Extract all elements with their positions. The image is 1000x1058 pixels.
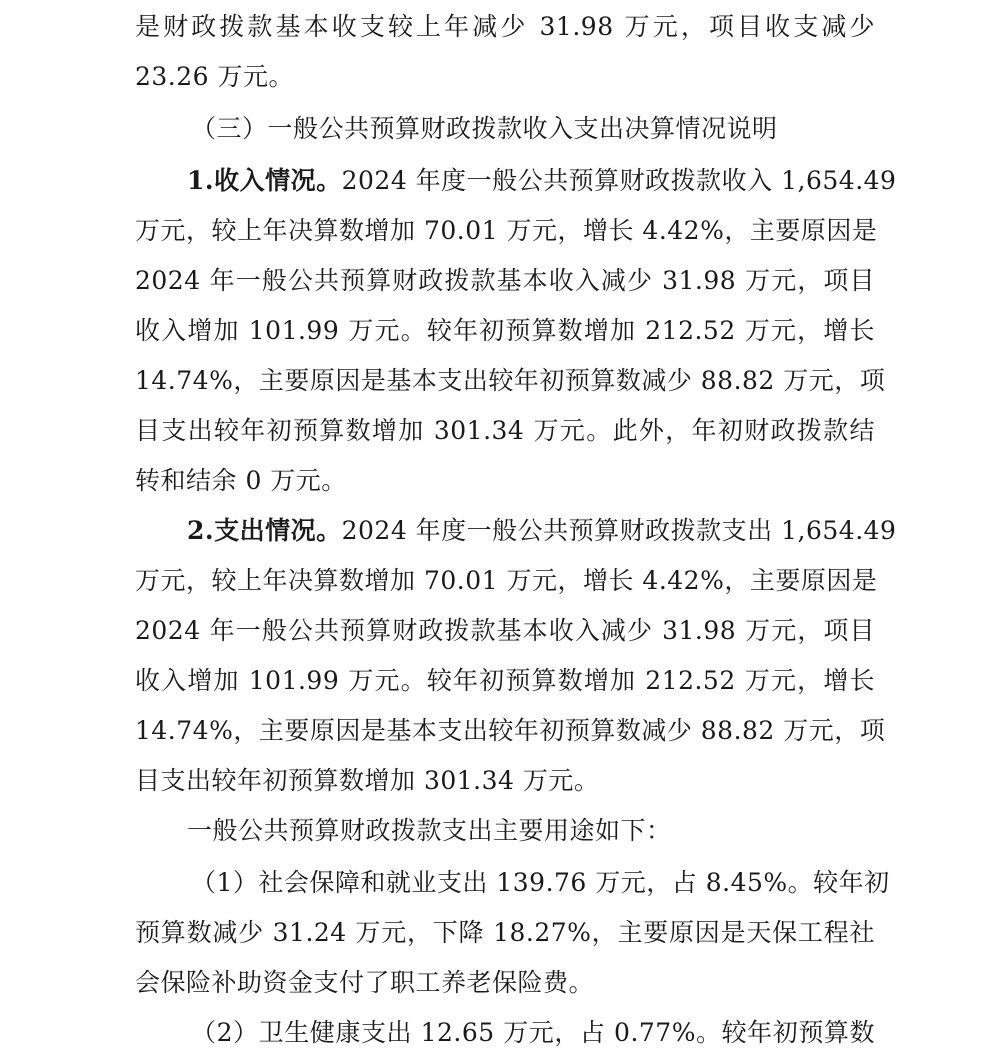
paragraph-line: 万元，较上年决算数增加 70.01 万元，增长 4.42%，主要原因是	[135, 216, 878, 245]
paragraph-line: 转和结余 0 万元。	[135, 466, 347, 495]
paragraph-line: （2）卫生健康支出 12.65 万元，占 0.77%。较年初预算数	[191, 1018, 875, 1047]
paragraph-line: 14.74%，主要原因是基本支出较年初预算数减少 88.82 万元，项	[135, 366, 886, 395]
paragraph-line: 预算数减少 31.24 万元，下降 18.27%，主要原因是天保工程社	[135, 918, 875, 947]
paragraph-line	[187, 156, 897, 206]
paragraph-line: 收入增加 101.99 万元。较年初预算数增加 212.52 万元，增长	[135, 316, 875, 345]
paragraph-line	[187, 506, 897, 556]
paragraph-text: 2024 年度一般公共预算财政拨款收入 1,654.49	[341, 166, 897, 195]
paragraph-line: 目支出较年初预算数增加 301.34 万元。	[135, 766, 600, 795]
paragraph-line: 2024 年一般公共预算财政拨款基本收入减少 31.98 万元，项目	[135, 266, 875, 295]
paragraph-line: 万元，较上年决算数增加 70.01 万元，增长 4.42%，主要原因是	[135, 566, 878, 595]
paragraph-line: 23.26 万元。	[135, 62, 295, 91]
subheading-expenditure: 2.支出情况。	[187, 516, 342, 545]
paragraph-text: 2024 年度一般公共预算财政拨款支出 1,654.49	[341, 516, 897, 545]
paragraph-line: 14.74%，主要原因是基本支出较年初预算数减少 88.82 万元，项	[135, 716, 886, 745]
paragraph-line: 目支出较年初预算数增加 301.34 万元。此外，年初财政拨款结	[135, 416, 875, 445]
paragraph-line: 会保险补助资金支付了职工养老保险费。	[135, 968, 595, 997]
paragraph-line: 是财政拨款基本收支较上年减少 31.98 万元，项目收支减少	[135, 12, 875, 41]
section-heading: （三）一般公共预算财政拨款收入支出决算情况说明	[191, 114, 778, 143]
paragraph-line: 收入增加 101.99 万元。较年初预算数增加 212.52 万元，增长	[135, 666, 875, 695]
paragraph-line: （1）社会保障和就业支出 139.76 万元，占 8.45%。较年初	[191, 868, 890, 897]
subheading-income: 1.收入情况。	[187, 166, 342, 195]
paragraph-line: 2024 年一般公共预算财政拨款基本收入减少 31.98 万元，项目	[135, 616, 875, 645]
paragraph-line: 一般公共预算财政拨款支出主要用途如下：	[187, 816, 672, 845]
